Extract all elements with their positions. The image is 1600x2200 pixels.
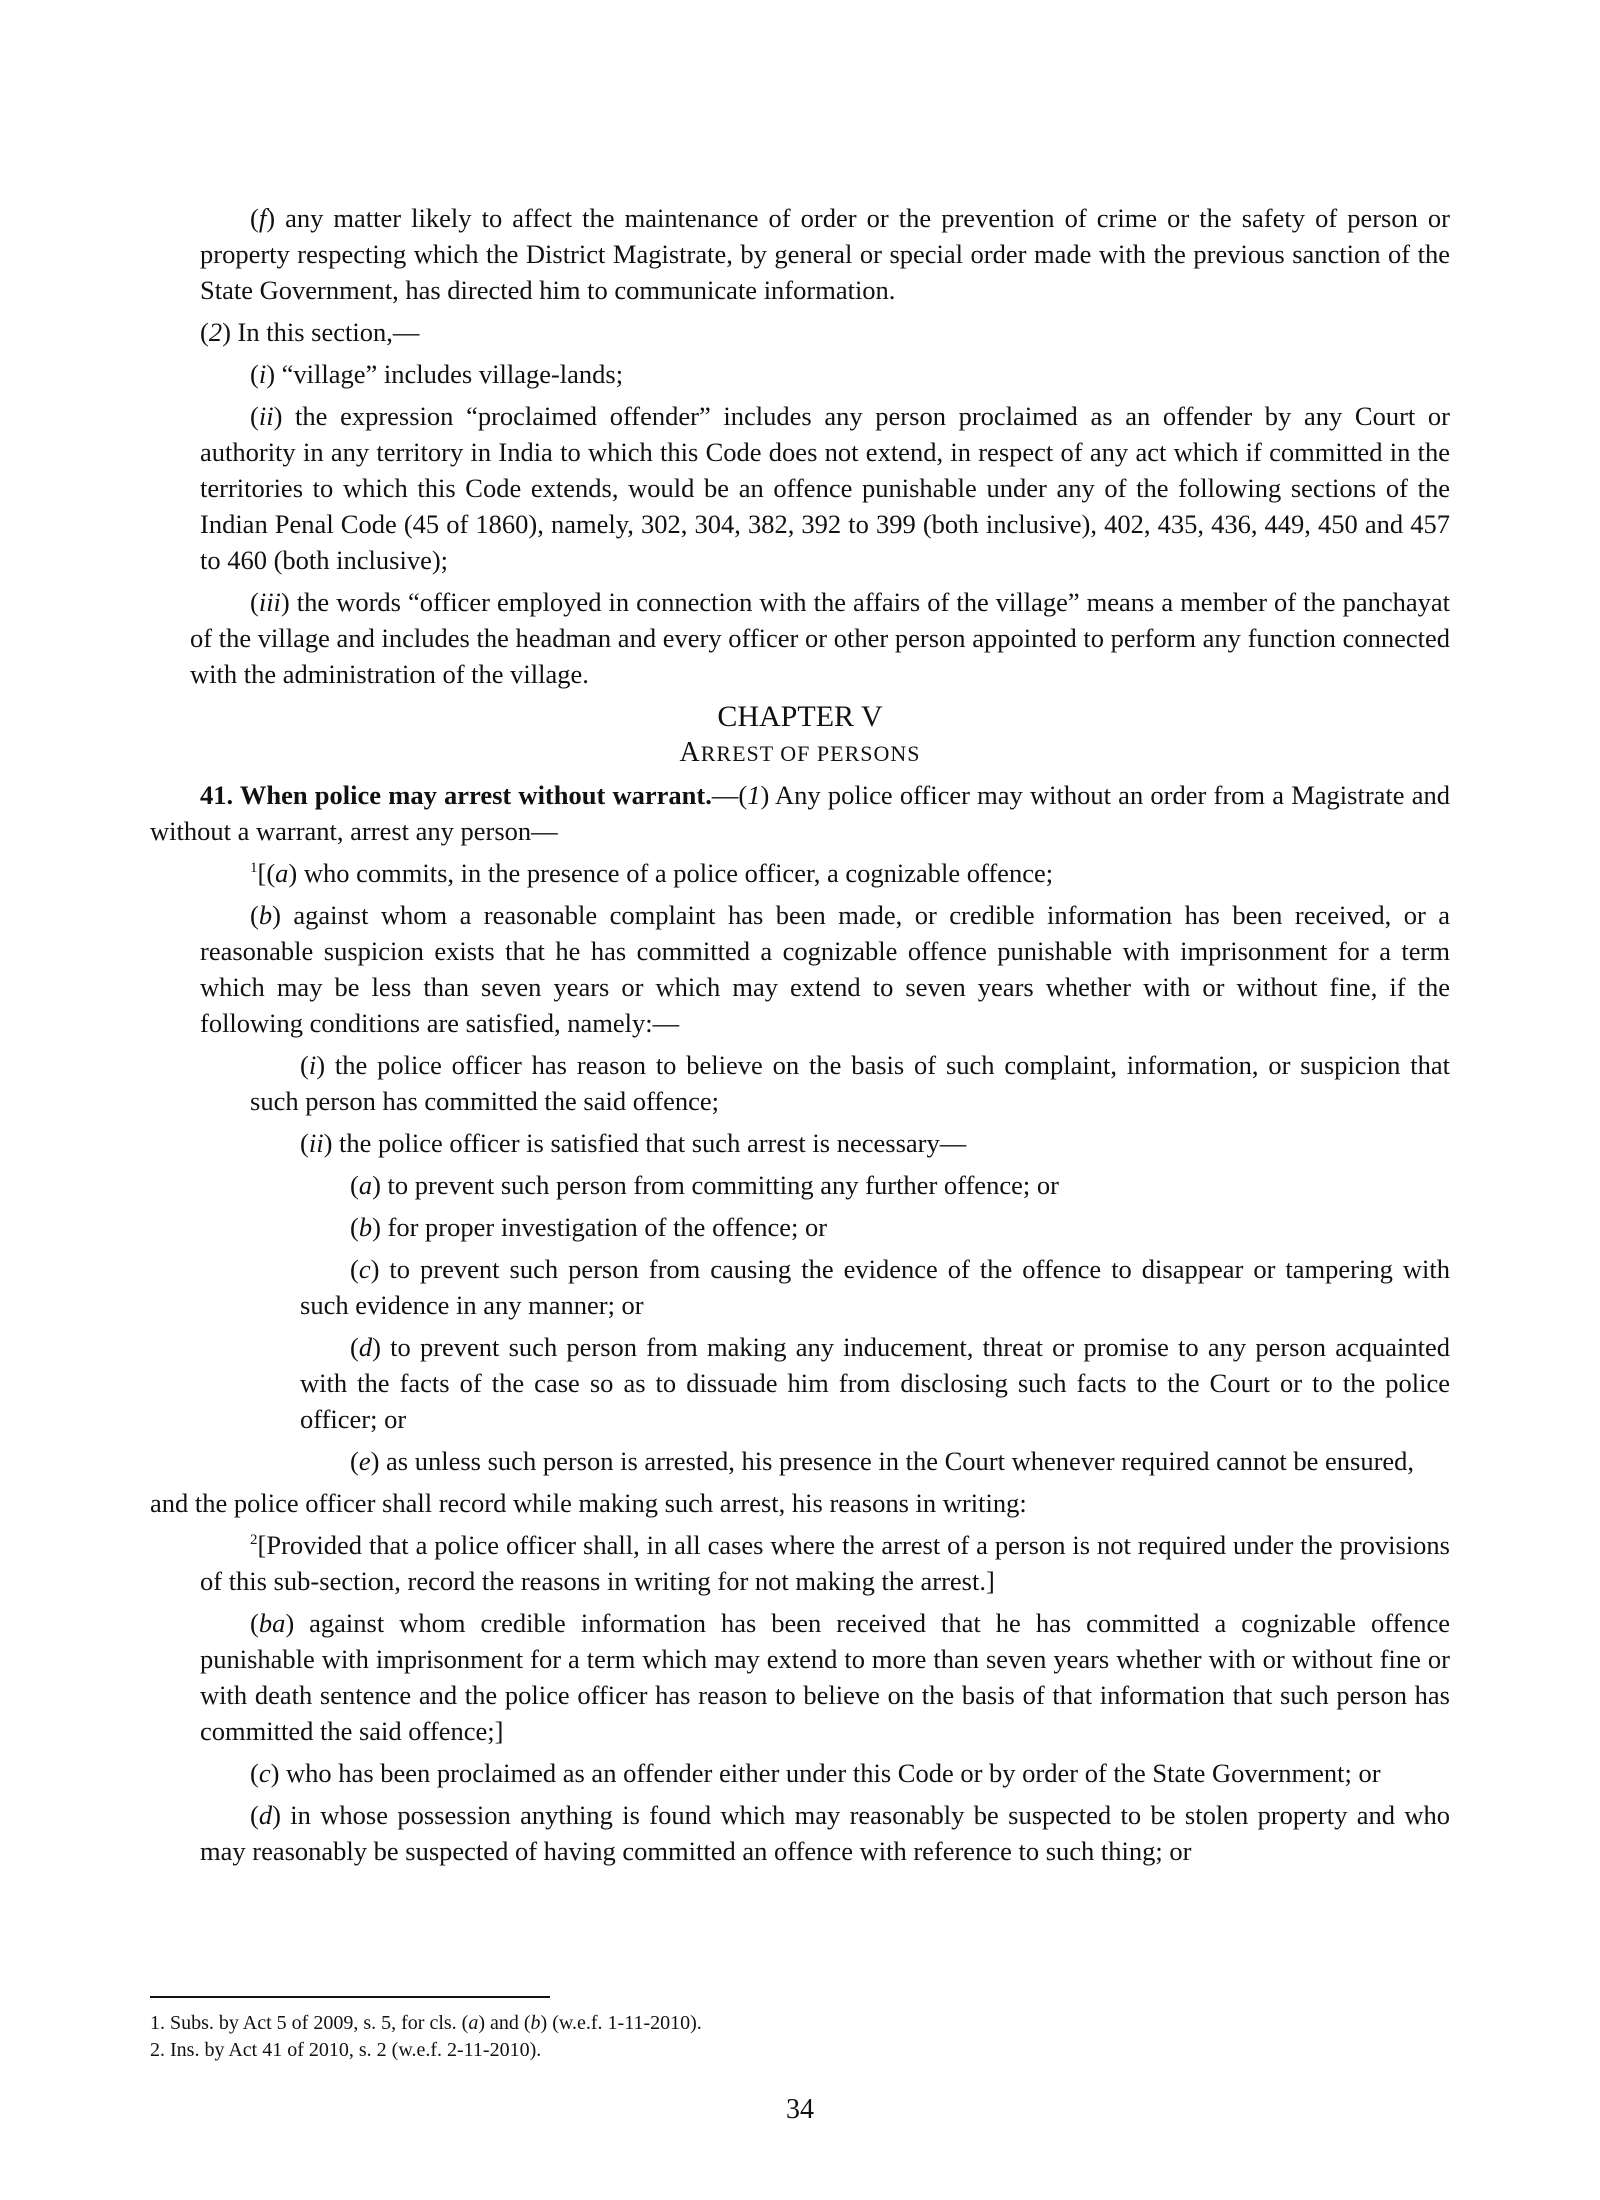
definition-ii: (ii) the expression “proclaimed offender” includes any person proclaimed as an offender by any Court or authority in any territory in India to which this Code does not extend, in respect of any act which if committed in the territories to which this Code extends, would be an offence punishable under any of the following sections of the Indian Penal Code (45 of 1860), namely, 302, 304, 382, 392 to 399 (both inclusive), 402, 435, 436, 449, 450 and 457 to 460 (both inclusive); [200,401,1450,575]
clause-f: (f) any matter likely to affect the maintenance of order or the prevention of crime or the safety of person or property respecting which the District Magistrate, by general or special order made with the previous sanction of the State Government, has directed him to communicate information. [200,203,1450,305]
subsection-2-intro: (2) In this section,— [200,317,420,347]
footnote-2: 2. Ins. by Act 41 of 2010, s. 2 (w.e.f. 2-11-2010). [150,2039,542,2061]
record-reasons: and the police officer shall record while making such arrest, his reasons in writing: [150,1488,1027,1518]
footnote-ref-1: 1 [250,860,258,877]
sub-clause-d: (d) to prevent such person from making any inducement, threat or promise to any person acquainted with the facts of the case so as to dissuade him from disclosing such facts to the Court or to the police officer; or [300,1332,1450,1434]
clause-b: (b) against whom a reasonable complaint has been made, or credible information has been received, or a reasonable suspicion exists that he has committed a cognizable offence punishable with imprisonment for a term which may be less than seven years or which may extend to seven years whether with or without fine, if the following conditions are satisfied, namely:— [200,900,1450,1038]
sub-clause-a: (a) to prevent such person from committing any further offence; or [350,1170,1059,1200]
definition-iii: (iii) the words “officer employed in connection with the affairs of the village” means a member of the panchayat of the village and includes the headman and every officer or other person appointed to perform any function connected with the administration of the village. [190,587,1450,689]
condition-i: (i) the police officer has reason to believe on the basis of such complaint, information, or suspicion that such person has committed the said offence; [250,1050,1450,1116]
clause-c: (c) who has been proclaimed as an offender either under this Code or by order of the State Government; or [250,1758,1381,1788]
chapter-heading: CHAPTER V [717,700,883,733]
sub-clause-e: (e) as unless such person is arrested, his presence in the Court whenever required cannot be ensured, [350,1446,1415,1476]
clause-ba: (ba) against whom credible information has been received that he has committed a cognizable offence punishable with imprisonment for a term which may extend to more than seven years whether with or without fine or with death sentence and the police officer has reason to believe on the basis of that information that such person has committed the said offence;] [200,1608,1450,1746]
clause-d: (d) in whose possession anything is found which may reasonably be suspected to be stolen property and who may reasonably be suspected of having committed an offence with reference to such thing; or [200,1800,1450,1866]
section-41: 41. When police may arrest without warrant.—(1) Any police officer may without an order from a Magistrate and without a warrant, arrest any person— [150,780,1451,846]
footnote-ref-2: 2 [250,1532,258,1549]
sub-clause-c: (c) to prevent such person from causing the evidence of the offence to disappear or tampering with such evidence in any manner; or [300,1254,1450,1320]
clause-a: $^1$[(a) who commits, in the presence of a police officer, a cognizable offence; [250,858,1054,888]
sub-clause-b: (b) for proper investigation of the offence; or [350,1212,828,1242]
footnote-divider [150,1996,550,1998]
condition-ii: (ii) the police officer is satisfied that such arrest is necessary— [300,1128,967,1158]
definition-i: (i) “village” includes village-lands; [250,359,624,389]
proviso: $^2$[Provided that a police officer shall, in all cases where the arrest of a person is not required under the provisions of this sub-section, record the reasons in writing for not making the arrest.] [200,1530,1450,1596]
chapter-subheading: ARREST OF PERSONS [679,737,921,768]
section-41-heading: 41. When police may arrest without warrant. [200,780,712,810]
document-body [150,200,1450,1875]
page-number: 34 [786,2094,814,2125]
footnote-1: 1. Subs. by Act 5 of 2009, s. 5, for cls. (a) and (b) (w.e.f. 1-11-2010). [150,2012,702,2034]
